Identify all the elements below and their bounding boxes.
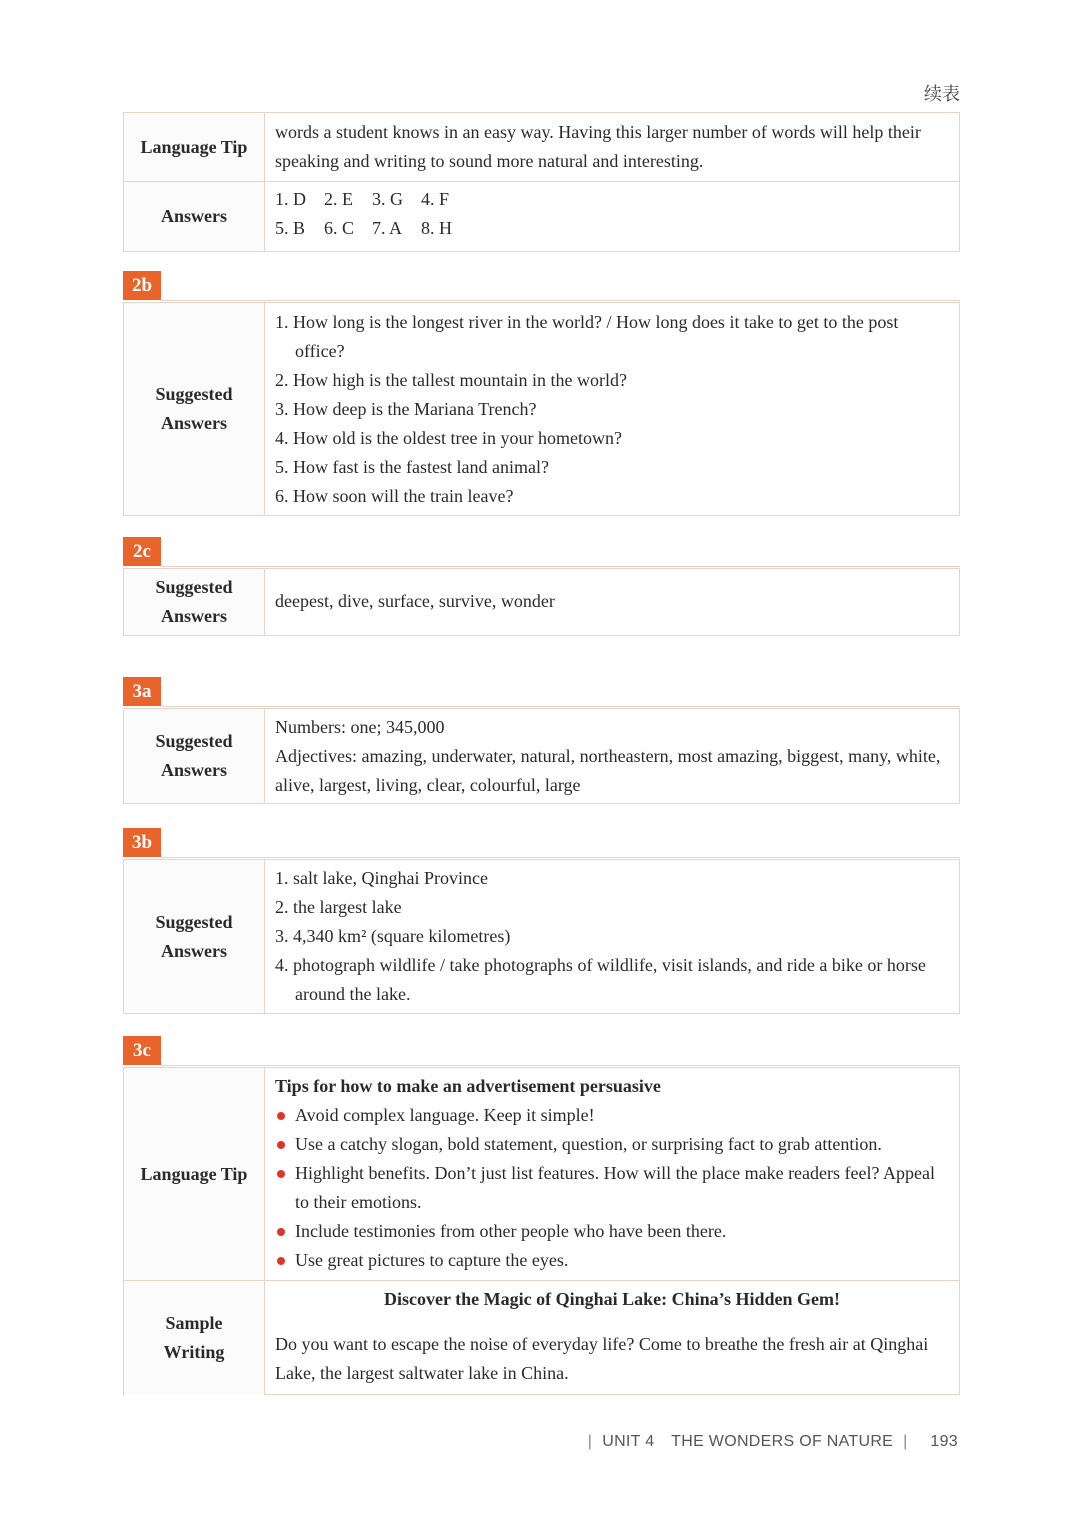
answer-item: 4. F <box>421 189 450 209</box>
row-label: Suggested Answers <box>124 303 265 515</box>
numbers-line: Numbers: one; 345,000 <box>275 717 445 737</box>
answers-list <box>275 864 949 1009</box>
answers-list <box>275 308 949 511</box>
row-label: Sample Writing <box>124 1281 265 1395</box>
answers-grid <box>275 185 949 243</box>
answer-text: deepest, dive, surface, survive, wonder <box>275 590 555 611</box>
list-item: 2. the largest lake <box>275 897 402 917</box>
table-3c <box>123 1067 960 1395</box>
table-continued <box>123 112 960 252</box>
answer-item: 5. B <box>275 218 306 238</box>
list-item: 3. 4,340 km² (square kilometres) <box>275 926 511 946</box>
table-3a <box>123 708 960 804</box>
table-2c <box>123 568 960 636</box>
section-tag-2c: 2c <box>123 537 161 566</box>
row-label: Language Tip <box>124 1068 265 1280</box>
answers-row <box>124 181 959 251</box>
list-item: Avoid complex language. Keep it simple! <box>275 1101 949 1130</box>
section-tag-2b: 2b <box>123 271 161 300</box>
list-item: 5. How fast is the fastest land animal? <box>275 457 549 477</box>
adjectives-line: Adjectives: amazing, underwater, natural, northeastern, most amazing, biggest, many, white, alive, largest, living, clear, colourful, large <box>275 746 941 795</box>
language-tip-text: words a student knows in an easy way. Having this larger number of words will help their speaking and writing to sound more natural and interesting. <box>275 122 921 171</box>
answer-item: 3. G <box>372 189 404 209</box>
list-item: 3. How deep is the Mariana Trench? <box>275 399 537 419</box>
section-tag-3a: 3a <box>123 677 161 706</box>
divider <box>161 1065 960 1066</box>
sample-text: Do you want to escape the noise of everyday life? Come to breathe the fresh air at Qinghai Lake, the largest saltwater lake in China. <box>275 1334 929 1383</box>
answer-item: 1. D <box>275 189 306 209</box>
list-item: Use a catchy slogan, bold statement, question, or surprising fact to grab attention. <box>275 1130 949 1159</box>
row-label: Language Tip <box>124 113 265 181</box>
row-label: Suggested Answers <box>124 569 265 635</box>
tips-list <box>275 1101 949 1275</box>
divider <box>161 857 960 858</box>
sample-writing-row <box>124 1280 959 1395</box>
language-tip-row <box>124 1068 959 1280</box>
answer-item: 2. E <box>324 189 353 209</box>
row-label: Suggested Answers <box>124 860 265 1013</box>
divider <box>161 300 960 301</box>
list-item: 4. photograph wildlife / take photographs of wildlife, visit islands, and ride a bike or horse around the lake. <box>275 955 926 1004</box>
continued-label: 续表 <box>924 84 960 105</box>
list-item: 6. How soon will the train leave? <box>275 486 514 506</box>
sample-title: Discover the Magic of Qinghai Lake: China’s Hidden Gem! <box>384 1289 840 1309</box>
table-2b <box>123 302 960 516</box>
list-item: Include testimonies from other people who have been there. <box>275 1217 949 1246</box>
section-tag-3b: 3b <box>123 828 161 857</box>
list-item: 2. How high is the tallest mountain in the world? <box>275 370 627 390</box>
divider <box>161 566 960 567</box>
footer-unit: UNIT 4 <box>602 1433 655 1450</box>
tips-title: Tips for how to make an advertisement persuasive <box>275 1076 661 1096</box>
language-tip-row <box>124 113 959 181</box>
section-tag-3c: 3c <box>123 1036 161 1065</box>
answer-item: 7. A <box>372 218 403 238</box>
list-item: Use great pictures to capture the eyes. <box>275 1246 949 1275</box>
list-item: 1. How long is the longest river in the world? / How long does it take to get to the post office? <box>275 312 899 361</box>
page-number: 193 <box>930 1433 958 1450</box>
divider <box>161 706 960 707</box>
row-label: Suggested Answers <box>124 709 265 803</box>
row-label: Answers <box>124 182 265 251</box>
answer-item: 8. H <box>421 218 453 238</box>
list-item: Highlight benefits. Don’t just list features. How will the place make readers feel? Appeal to their emotions. <box>275 1159 949 1217</box>
table-3b <box>123 859 960 1014</box>
list-item: 1. salt lake, Qinghai Province <box>275 868 488 888</box>
answer-item: 6. C <box>324 218 355 238</box>
list-item: 4. How old is the oldest tree in your hometown? <box>275 428 622 448</box>
footer-title: THE WONDERS OF NATURE <box>671 1433 894 1450</box>
page-footer: | UNIT 4 THE WONDERS OF NATURE | 193 <box>587 1433 958 1450</box>
